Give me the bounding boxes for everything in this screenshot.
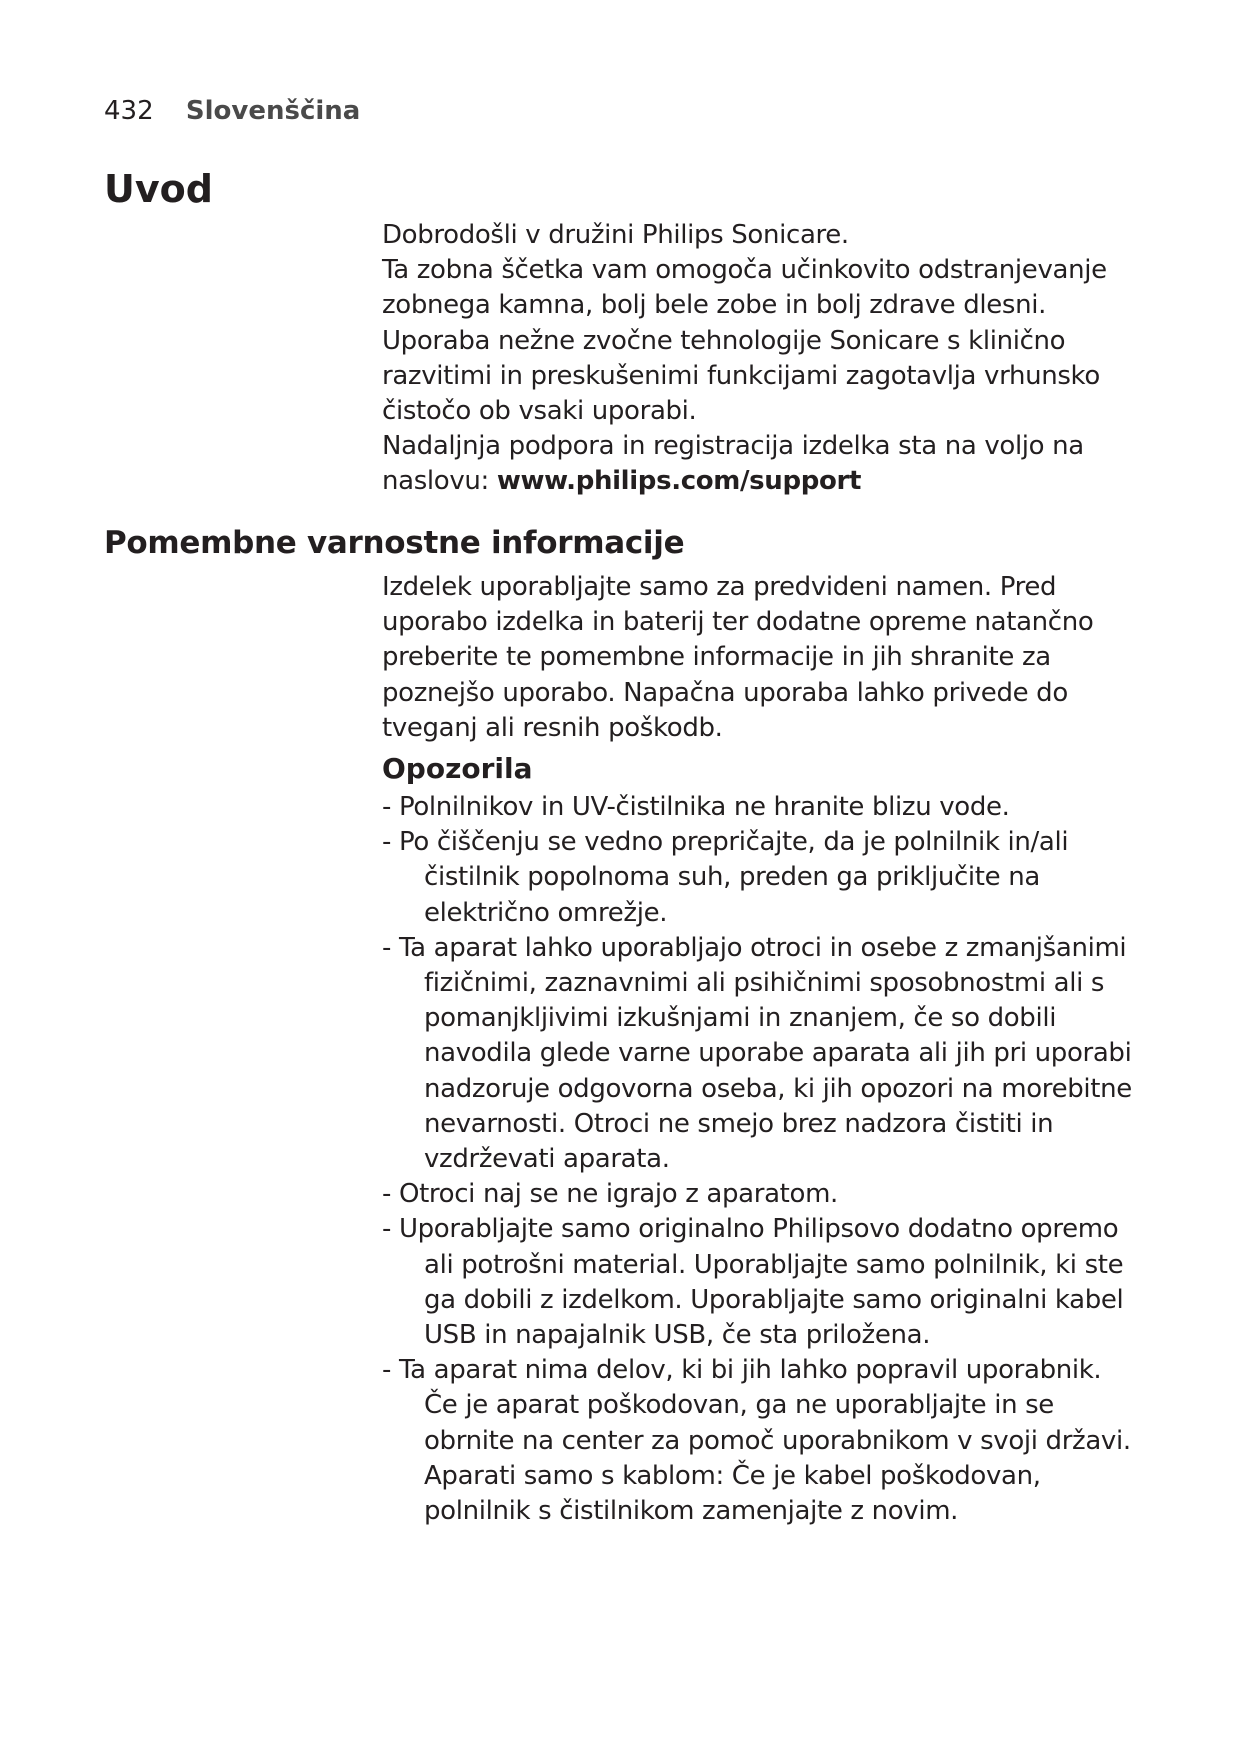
page-header (104, 98, 360, 124)
safety-intro (382, 570, 1142, 746)
intro-line: zobnega kamna, bolj bele zobe in bolj zdrave dlesni. (382, 290, 1047, 321)
safety-line: tveganj ali resnih poškodb. (382, 712, 723, 743)
url-prefix: naslovu: (382, 466, 497, 497)
safety-line: preberite te pomembne informacije in jih shranite za (382, 642, 1051, 673)
intro-line: Ta zobna ščetka vam omogoča učinkovito odstranjevanje (382, 255, 1107, 286)
page-language: Slovenščina (185, 96, 361, 126)
warnings-heading: Opozorila (382, 752, 533, 785)
warning-item: - Po čiščenju se vedno prepričajte, da je polnilnik in/ali čistilnik popolnoma suh, preden ga priključite na električno omrežje. (382, 827, 1069, 928)
warning-item: - Uporabljajte samo originalno Philipsovo dodatno opremo ali potrošni material. Uporabljajte samo polnilnik, ki ste ga dobili z izdelkom. Uporabljajte samo originalni kabel USB in napajalnik USB, če sta priložena. (382, 1214, 1124, 1351)
warning-item: - Ta aparat lahko uporabljajo otroci in osebe z zmanjšanimi fizičnimi, zaznavnimi ali psihičnimi sposobnostmi ali s pomanjkljivimi izkušnjami in znanjem, če so dobili navodila glede varne uporabe aparata ali jih pri uporabi nadzoruje odgovorna oseba, ki jih opozori na morebitne nevarnosti. Otroci ne smejo brez nadzora čistiti in vzdrževati aparata. (382, 932, 1132, 1175)
warning-item: - Ta aparat nima delov, ki bi jih lahko popravil uporabnik. Če je aparat poškodovan, ga ne uporabljajte in se obrnite na center za pomoč uporabnikom v svoji državi. Aparati samo s kablom: Če je kabel poškodovan, polnilnik s čistilnikom zamenjajte z novim. (382, 1355, 1131, 1527)
intro-line: Nadaljnja podpora in registracija izdelka sta na voljo na (382, 431, 1084, 462)
intro-body (382, 218, 1142, 500)
intro-line: Dobrodošli v družini Philips Sonicare. (382, 220, 849, 250)
safety-heading: Pomembne varnostne informacije (104, 525, 685, 561)
warning-item: - Otroci naj se ne igrajo z aparatom. (382, 1179, 838, 1210)
warnings-list (382, 790, 1142, 1529)
safety-line: poznejšo uporabo. Napačna uporaba lahko privede do (382, 677, 1068, 708)
safety-line: uporabo izdelka in baterij ter dodatne opreme natančno (382, 607, 1094, 638)
support-link[interactable]: www.philips.com/support (496, 466, 862, 497)
intro-heading: Uvod (104, 167, 213, 211)
intro-line: Uporaba nežne zvočne tehnologije Sonicare s klinično (382, 325, 1066, 356)
safety-line: Izdelek uporabljajte samo za predvideni namen. Pred (382, 572, 1057, 602)
warning-item: - Polnilnikov in UV-čistilnika ne hranite blizu vode. (382, 792, 1010, 822)
intro-url-line (382, 464, 1142, 499)
page-number: 432 (104, 96, 154, 126)
intro-line: razvitimi in preskušenimi funkcijami zagotavlja vrhunsko (382, 360, 1100, 391)
intro-line: čistočo ob vsaki uporabi. (382, 396, 697, 427)
